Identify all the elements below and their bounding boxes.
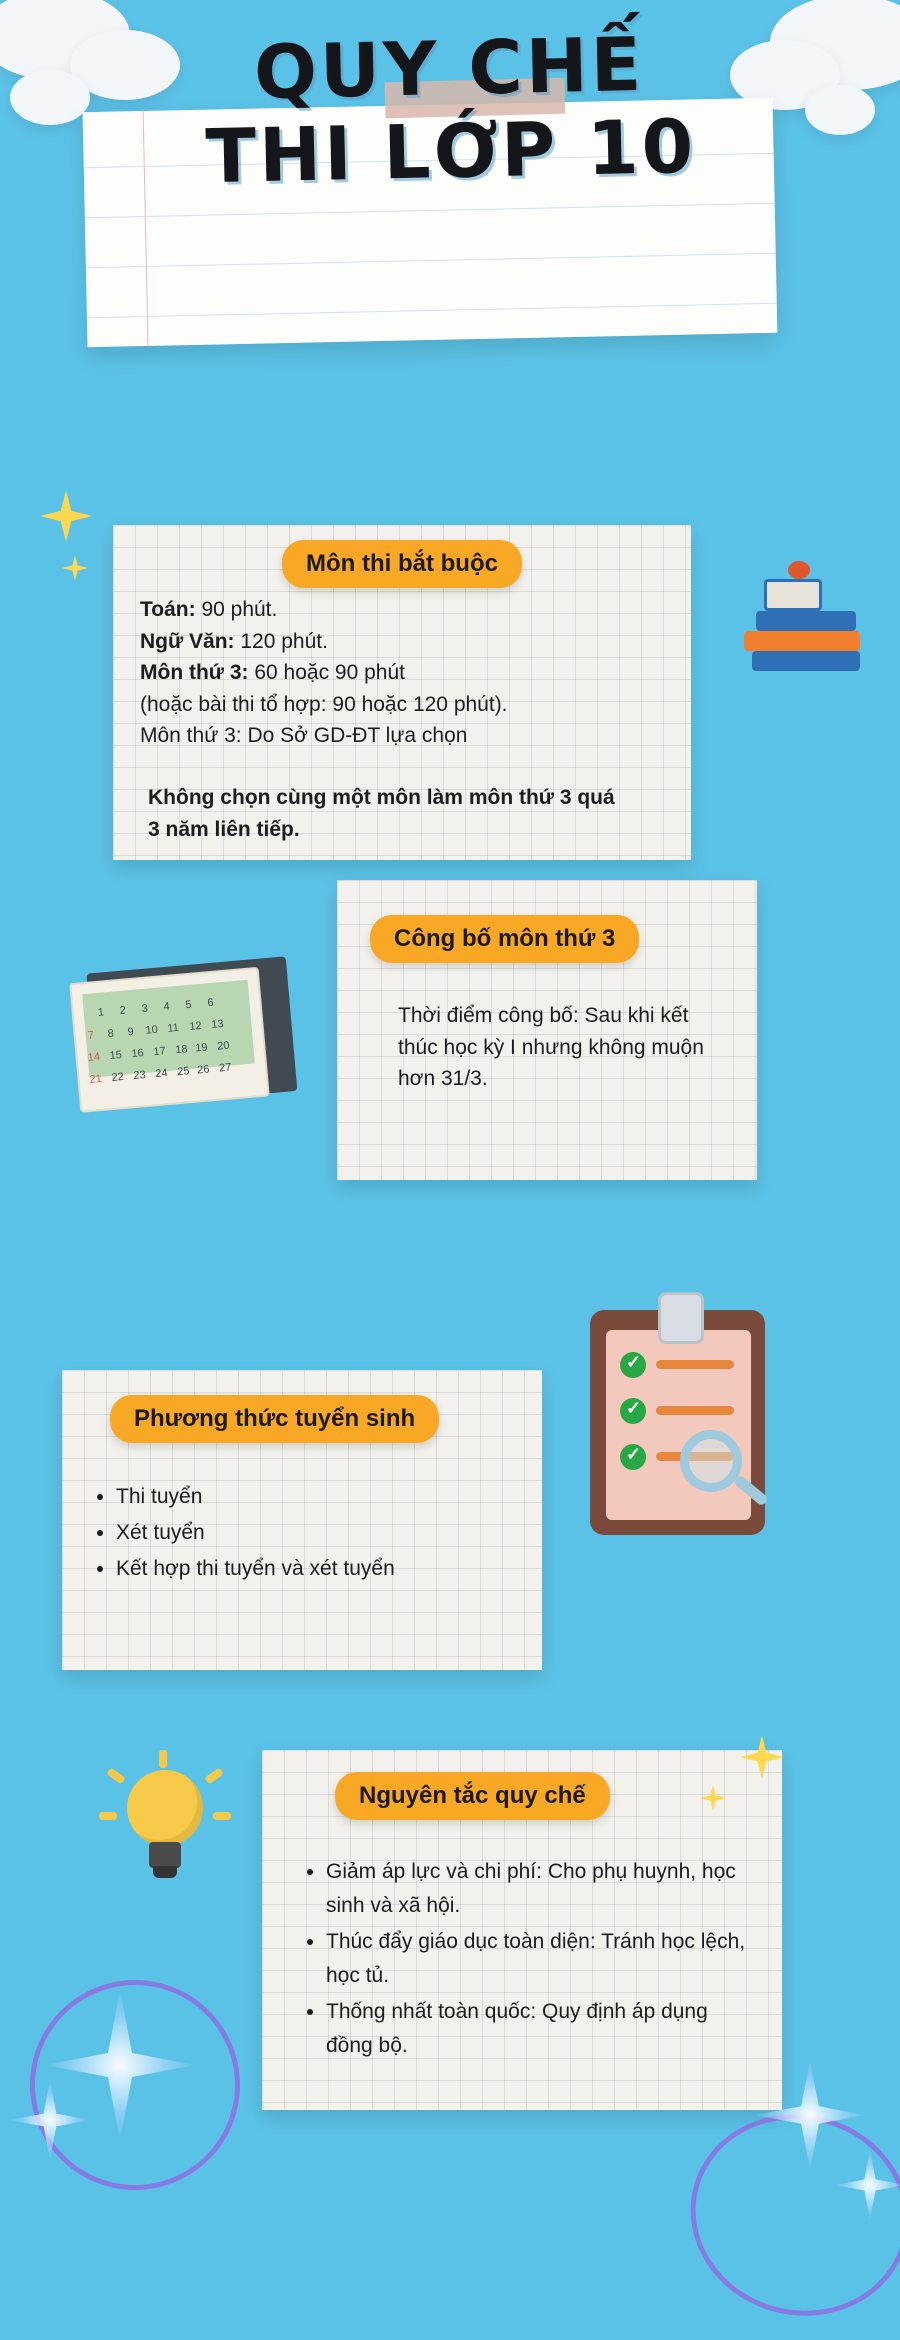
calendar-illustration: 1 2 3 4 5 6 7 8 9 10 11 12 13 14 15 16 17 18 19 20 21 22 23 24 25 26 27 [68,955,311,1134]
list-item: • Thống nhất toàn quốc: Quy định áp dụng đồng bộ. [326,1995,750,2063]
list-item: • Thúc đẩy giáo dục toàn diện: Tránh học lệch, học tủ. [326,1925,750,1993]
books-illustration [730,555,860,675]
orbit-ring-decoration [668,2090,900,2340]
mon-thi-bat-buoc-note: Không chọn cùng một môn làm môn thứ 3 quá 3 năm liên tiếp. [148,786,615,841]
orbit-ring-decoration [0,1945,275,2224]
line-value: 60 hoặc 90 phút [248,661,405,684]
list-item: • Thi tuyển [116,1480,510,1514]
badge-mon-thi-bat-buoc: Môn thi bắt buộc [282,540,522,588]
list-item: • Giảm áp lực và chi phí: Cho phụ huynh, học sinh và xã hội. [326,1855,750,1923]
list-item: • Xét tuyển [116,1516,510,1550]
badge-nguyen-tac-quy-che: Nguyên tắc quy chế [335,1772,610,1820]
line-value: Môn thứ 3: Do Sở GD-ĐT lựa chọn [140,724,468,747]
mon-thi-bat-buoc-content [140,594,660,752]
page-title-line-2: THI LỚP 10 [204,103,697,200]
line-value: 120 phút. [234,629,328,653]
clipboard-illustration [580,1290,780,1540]
sparkle-icon [62,555,88,581]
line-label: Môn thứ 3: [140,661,249,684]
line-label: Ngữ Văn: [140,629,235,653]
sparkle-icon [40,490,92,542]
badge-cong-bo-mon-thu-3: Công bố môn thứ 3 [370,915,639,963]
badge-phuong-thuc-tuyen-sinh: Phương thức tuyển sinh [110,1395,439,1443]
line-label: Toán: [140,598,196,621]
line-value: (hoặc bài thi tổ hợp: 90 hoặc 120 phút). [140,692,508,716]
phuong-thuc-tuyen-sinh-list [90,1480,510,1588]
cong-bo-mon-thu-3-text: Thời điểm công bố: Sau khi kết thúc học kỳ I nhưng không muộn hơn 31/3. [398,1004,704,1090]
page-title-line-1: QUY CHẾ [253,21,646,117]
nguyen-tac-quy-che-list [300,1855,750,2065]
lightbulb-illustration [105,1760,225,1900]
page-title [0,19,900,204]
list-item: • Kết hợp thi tuyển và xét tuyển [116,1552,510,1586]
line-value: 90 phút. [195,598,278,621]
